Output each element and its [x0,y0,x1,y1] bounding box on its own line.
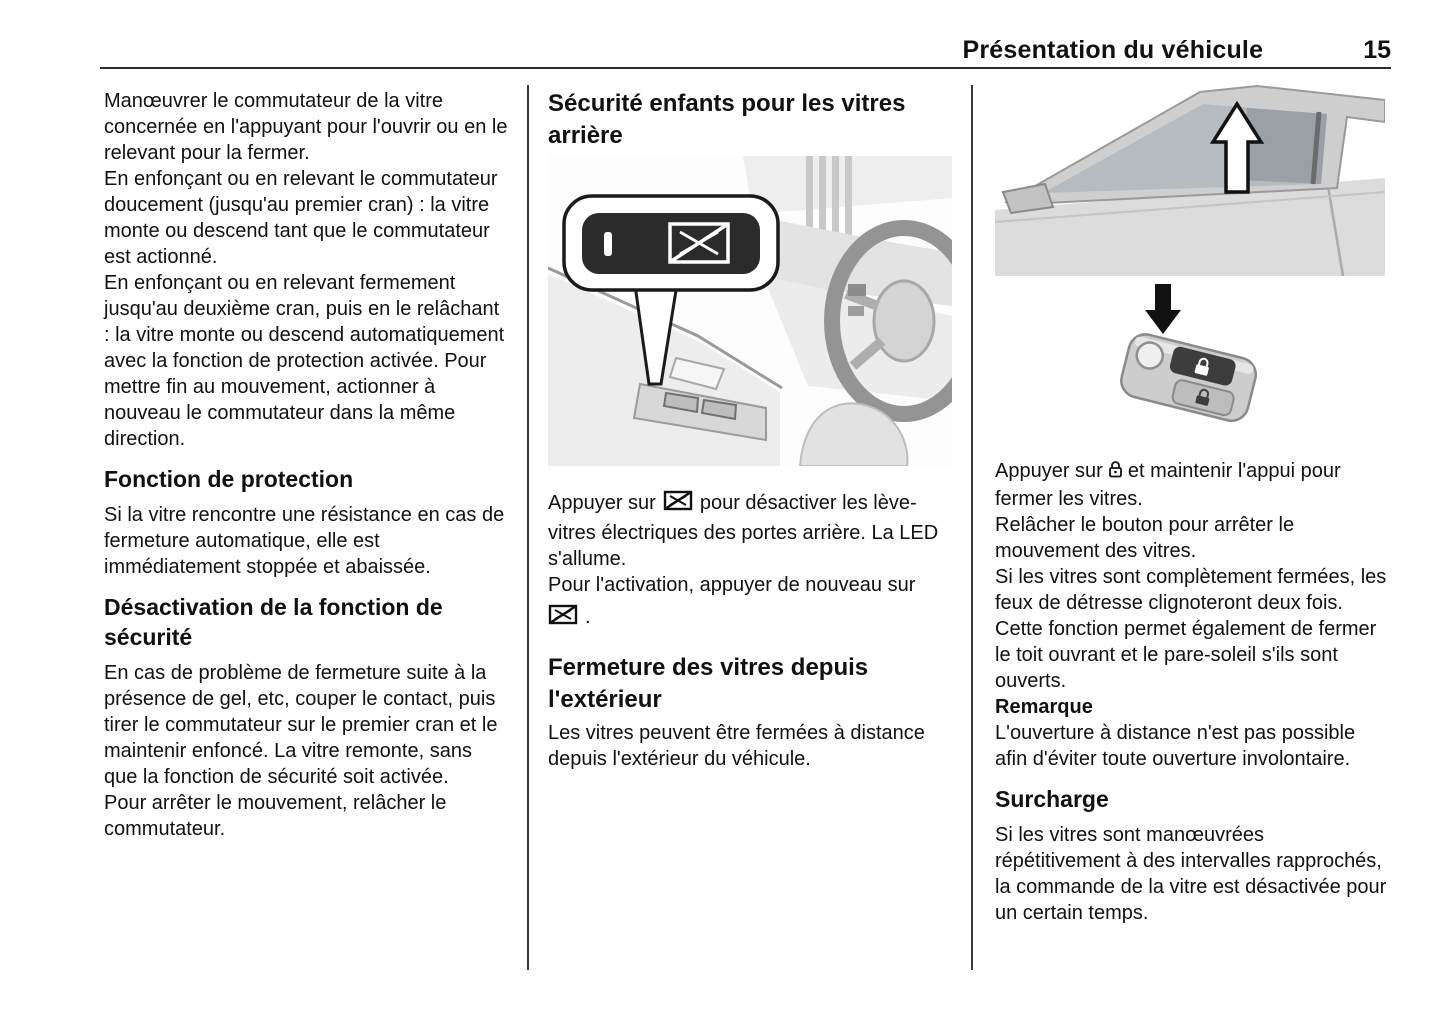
chapter-title: Présentation du véhicule [962,36,1264,64]
paragraph-release-button: Relâcher le bouton pour arrêter le mouvement des vitres. [995,514,1295,562]
header-rule [100,67,1391,69]
window-closing-illustration [995,80,1385,276]
heading-safety-deactivation: Désactivation de la fonction de sécurité [104,594,443,650]
paragraph-stop-movement: Pour arrêter le mouvement, relâcher le commutateur. [104,792,447,840]
column-divider-2 [971,85,973,970]
lock-icon [1108,460,1123,486]
rear-window-disable-icon [663,488,693,520]
paragraph-disable-rear-windows [548,488,952,572]
paragraph-remote-opening: L'ouverture à distance n'est pas possible afin d'éviter toute ouverture involontaire. [995,722,1356,770]
heading-protection-function: Fonction de protection [104,466,354,492]
text-before-icon: Pour l'activation, appuyer de nouveau sur [548,574,916,596]
period-after-icon: . [585,606,591,628]
paragraph-window-operate: Manœuvrer le commutateur de la vitre concernée en l'appuyant pour l'ouvrir ou en le relevant pour la fermer. [104,90,508,164]
heading-child-safety-windows: Sécurité enfants pour les vitres arrière [548,90,906,149]
heading-overload: Surcharge [995,786,1109,812]
paragraph-overload: Si les vitres sont manœuvrées répétitivement à des intervalles rapprochés, la commande de la vitre est désactivée pour un certain temps. [995,824,1387,924]
rear-window-disable-icon [548,602,578,634]
paragraph-protection: Si la vitre rencontre une résistance en cas de fermeture automatique, elle est immédiatement stoppée et abaissée. [104,504,505,578]
text-after-icon: et maintenir l'appui pour fermer les vitres. [995,460,1341,510]
paragraph-close-remotely: Les vitres peuvent être fermées à distance depuis l'extérieur du véhicule. [548,722,925,770]
page-header [100,36,1391,65]
text-before-icon: Appuyer sur [995,460,1103,482]
door-switch-illustration [548,156,952,466]
paragraph-first-notch: En enfonçant ou en relevant le commutateur doucement (jusqu'au premier cran) : la vitre monte ou descend tant que le commutateur est actionné. [104,168,498,268]
column-divider-1 [527,85,529,970]
paragraph-reactivate [548,572,952,634]
icon-line [548,602,952,634]
text-before-icon: Appuyer sur [548,492,656,514]
remote-key-illustration [995,280,1385,448]
remote-key-illustration-svg [995,280,1385,448]
paragraph-hazard-flash: Si les vitres sont complètement fermées, les feux de détresse clignoteront deux fois. [995,566,1387,614]
column-2 [548,88,952,772]
text-after-icon: pour désactiver les lève-vitres électriques des portes arrière. La LED s'allume. [548,492,939,570]
column-3 [995,80,1391,926]
paragraph-second-notch: En enfonçant ou en relevant fermement jusqu'au deuxième cran, puis en le relâchant : la vitre monte ou descend automatiquement avec la fonction de protection activée. Pour mettre fin au mouvement, actionner à nouveau le commutateur dans la même direction. [104,272,505,450]
door-switch-illustration-svg [548,156,952,466]
paragraph-press-lock [995,458,1391,512]
paragraph-deactivation: En cas de problème de fermeture suite à la présence de gel, etc, couper le contact, puis tirer le commutateur sur le premier cran et le maintenir enfoncé. La vitre remonte, sans que la fonction de sécurité soit activée. [104,662,498,788]
paragraph-sunroof: Cette fonction permet également de fermer le toit ouvrant et le pare-soleil s'ils sont ouverts. [995,618,1377,692]
label-remark: Remarque [995,696,1093,718]
page-number: 15 [1363,36,1391,64]
window-closing-illustration-svg [995,80,1385,276]
column-1 [104,88,509,842]
heading-close-from-outside: Fermeture des vitres depuis l'extérieur [548,654,869,713]
